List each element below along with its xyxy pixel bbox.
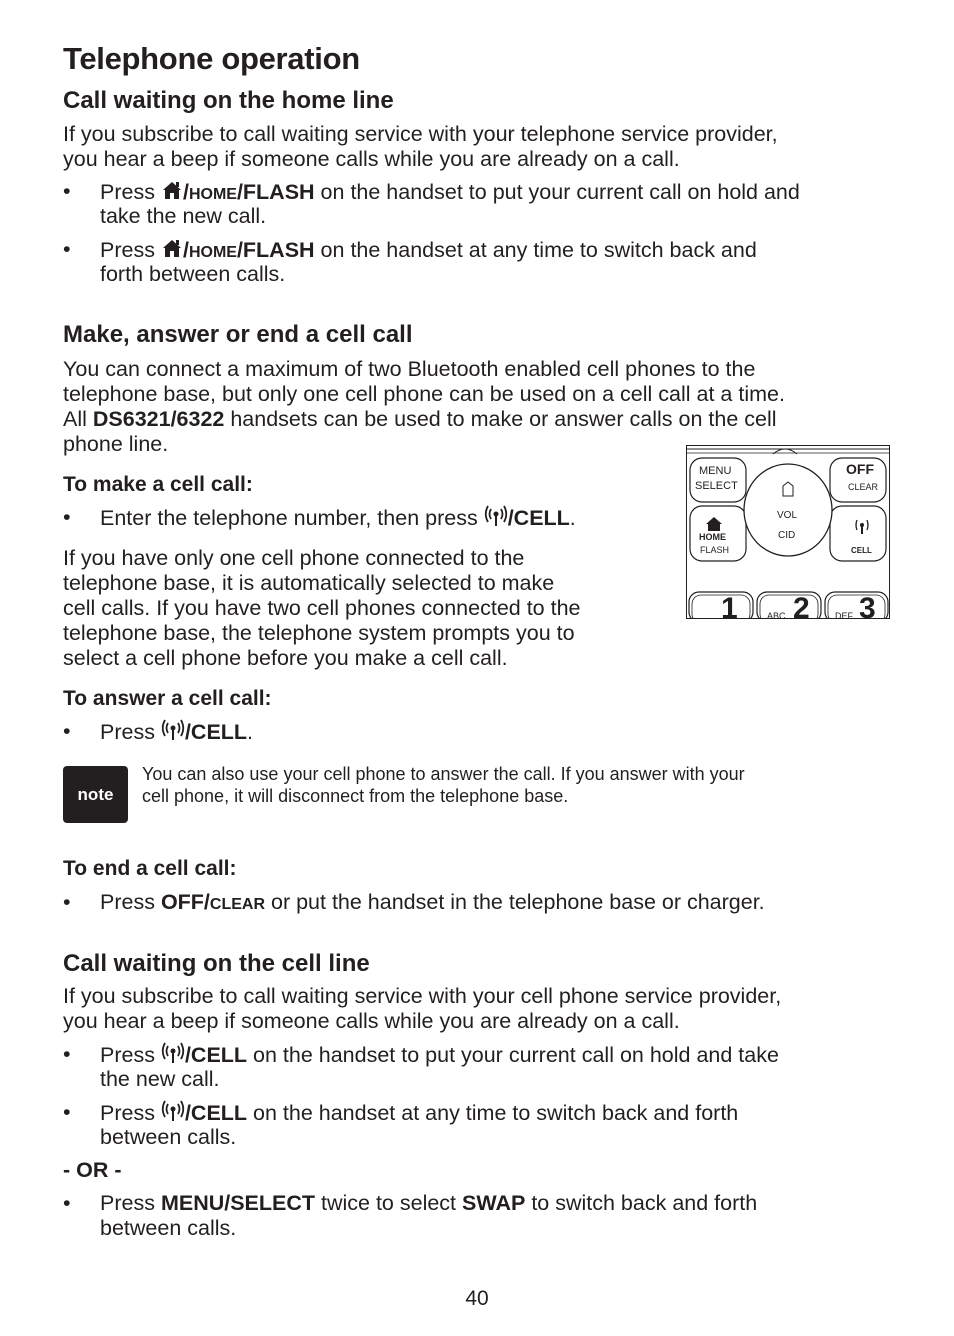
key-3: 3 — [859, 592, 876, 619]
select-key-label: SELECT — [695, 480, 738, 492]
bullet-item: • Press /HOME/FLASH on the handset at any time to switch back and forth between calls. — [63, 237, 757, 286]
bullet-text-continued: between calls. — [100, 1216, 237, 1240]
section-heading-home-call-waiting: Call waiting on the home line — [63, 87, 394, 114]
home-key-label: HOME — [699, 532, 726, 542]
paragraph-line: telephone base, but only one cell phone can be used on a cell call at a time. — [63, 382, 785, 406]
bullet-dot: • — [63, 237, 71, 261]
paragraph-line: telephone base, it is automatically selected to make — [63, 571, 555, 595]
bullet-text: Enter the telephone number, then press — [100, 506, 484, 530]
off-key-label: OFF — [846, 461, 874, 477]
home-key-label: HOME — [188, 186, 237, 203]
page-number: 40 — [465, 1287, 489, 1310]
paragraph-line: you hear a beep if someone calls while you are already on a call. — [63, 1009, 680, 1033]
cell-icon — [161, 1042, 185, 1064]
subheading-make-call: To make a cell call: — [63, 473, 253, 496]
key-2-letters: ABC — [767, 611, 786, 619]
flash-key-label: /FLASH — [236, 238, 315, 262]
bullet-item: • Enter the telephone number, then press /CELL. — [63, 505, 576, 530]
cell-key-label: /CELL — [184, 1043, 248, 1067]
home-icon — [161, 179, 183, 201]
note-badge: note — [63, 766, 128, 823]
paragraph-line: select a cell phone before you make a cell call. — [63, 646, 508, 670]
paragraph-line: you hear a beep if someone calls while you are already on a call. — [63, 147, 680, 171]
or-separator: - OR - — [63, 1158, 122, 1182]
bullet-text: Press — [100, 890, 161, 914]
bullet-item: • Press OFF/CLEAR or put the handset in the telephone base or charger. — [63, 890, 765, 914]
paragraph-line: cell calls. If you have two cell phones connected to the — [63, 596, 581, 620]
cell-key-label: /CELL — [184, 720, 248, 744]
bullet-item: • Press /HOME/FLASH on the handset to put your current call on hold and take the new call. — [63, 179, 800, 228]
page-title: Telephone operation — [63, 41, 360, 76]
key-3-letters: DEF — [835, 611, 853, 619]
swap-option-label: SWAP — [462, 1191, 526, 1215]
bullet-text-continued: take the new call. — [100, 204, 267, 228]
clear-key-label: CLEAR — [848, 482, 879, 492]
bullet-text: Press — [100, 1043, 161, 1067]
paragraph-line: telephone base, the telephone system prompts you to — [63, 621, 575, 645]
bullet-dot: • — [63, 890, 71, 914]
paragraph-line: If you subscribe to call waiting service with your telephone service provider, — [63, 122, 778, 146]
section-heading-cell-call-waiting: Call waiting on the cell line — [63, 950, 370, 977]
flash-key-label: FLASH — [700, 545, 730, 555]
bullet-text: Press — [100, 1191, 161, 1215]
off-key-label: OFF/ — [160, 890, 210, 914]
bullet-dot: • — [63, 1100, 71, 1124]
bullet-item: • Press MENU/SELECT twice to select SWAP to switch back and forth between calls. — [63, 1191, 758, 1240]
vol-label: VOL — [777, 510, 798, 521]
menu-select-key-label: MENU/SELECT — [160, 1191, 316, 1215]
bullet-item: • Press /CELL on the handset to put your current call on hold and take the new call. — [63, 1042, 779, 1091]
bullet-dot: • — [63, 719, 71, 743]
bullet-text: Press — [100, 180, 155, 204]
bullet-dot: • — [63, 1042, 71, 1066]
menu-key-label: MENU — [699, 465, 732, 477]
cell-key-label: /CELL — [184, 1101, 248, 1125]
bullet-item: • Press /CELL on the handset at any time to switch back and forth between calls. — [63, 1100, 739, 1149]
note-text: cell phone, it will disconnect from the telephone base. — [142, 786, 569, 806]
key-2: 2 — [793, 592, 810, 619]
paragraph-line: phone line. — [63, 432, 169, 456]
cell-key-label: CELL — [851, 546, 872, 555]
bullet-text-continued: the new call. — [100, 1067, 220, 1091]
key-1: 1 — [721, 592, 738, 619]
bullet-text-continued: forth between calls. — [100, 262, 286, 286]
model-number: DS6321/6322 — [92, 407, 225, 431]
cell-key-label: /CELL — [507, 506, 570, 530]
clear-key-label: CLEAR — [209, 896, 266, 913]
home-icon — [161, 237, 183, 259]
bullet-dot: • — [63, 179, 71, 203]
cell-icon — [161, 719, 185, 741]
bullet-text: Press — [100, 238, 155, 262]
home-key-label: HOME — [188, 244, 237, 261]
bullet-text: Press — [100, 720, 161, 744]
bullet-item: • Press /CELL. — [63, 719, 254, 744]
section-heading-cell-call: Make, answer or end a cell call — [63, 321, 413, 348]
subheading-answer-call: To answer a cell call: — [63, 687, 272, 710]
subheading-end-call: To end a cell call: — [63, 857, 237, 880]
cid-label: CID — [778, 530, 796, 541]
flash-key-label: /FLASH — [236, 180, 315, 204]
paragraph-line: If you subscribe to call waiting service with your cell phone service provider, — [63, 984, 782, 1008]
bullet-dot: • — [63, 1191, 71, 1215]
bullet-text-continued: between calls. — [100, 1125, 237, 1149]
cell-icon — [484, 505, 508, 527]
note-text: You can also use your cell phone to answer the call. If you answer with your — [142, 764, 745, 784]
paragraph-line: All DS6321/6322 handsets can be used to make or answer calls on the cell — [63, 407, 777, 431]
cell-icon — [161, 1100, 185, 1122]
bullet-dot: • — [63, 505, 71, 529]
paragraph-line: You can connect a maximum of two Bluetooth enabled cell phones to the — [63, 357, 756, 381]
paragraph-line: If you have only one cell phone connected to the — [63, 546, 525, 570]
bullet-text: Press — [100, 1101, 161, 1125]
handset-keypad-illustration — [686, 445, 890, 619]
